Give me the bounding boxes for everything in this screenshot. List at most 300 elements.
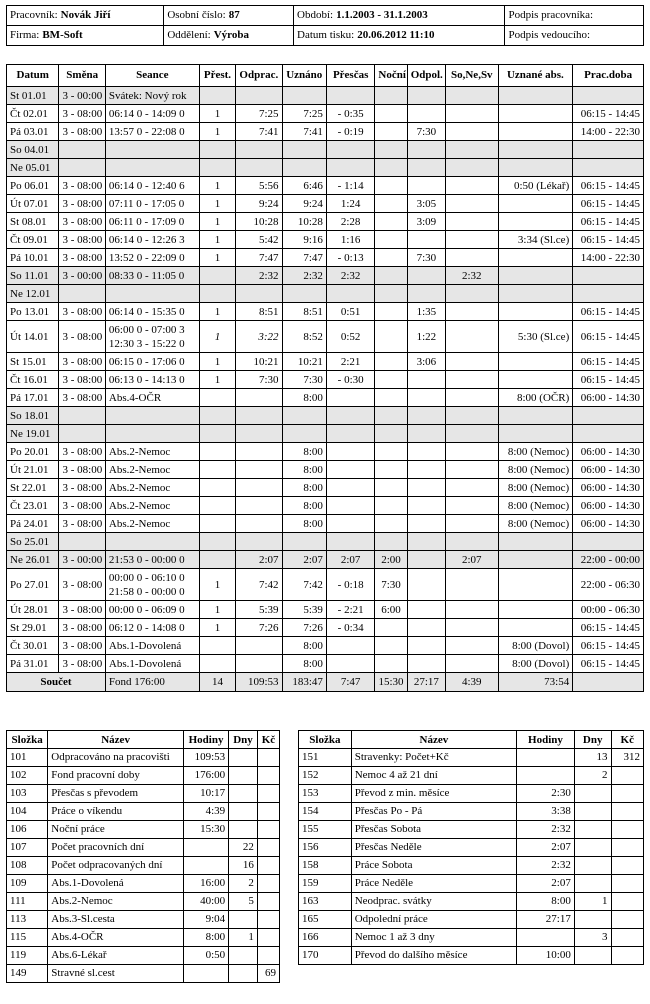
table-row xyxy=(7,461,644,479)
cell-od xyxy=(407,407,445,425)
summary-cell: 2:32 xyxy=(517,821,575,839)
cell-sm: 3 - 08:00 xyxy=(59,515,105,533)
cell-o xyxy=(236,87,282,105)
cell-pd: 22:00 - 06:30 xyxy=(573,569,644,601)
summary-cell: Abs.4-OČR xyxy=(48,929,184,947)
cell-pd: 06:15 - 14:45 xyxy=(573,637,644,655)
summary-cell xyxy=(183,839,228,857)
cell-d: St 08.01 xyxy=(7,213,59,231)
cell-d: Čt 30.01 xyxy=(7,637,59,655)
summary-cell: Abs.1-Dovolená xyxy=(48,875,184,893)
cell-u: 7:42 xyxy=(282,569,326,601)
summary-cell: 163 xyxy=(299,893,352,911)
table-row xyxy=(7,321,644,353)
cell-u: 2:07 xyxy=(282,551,326,569)
sum-pr: 7:47 xyxy=(326,673,374,692)
table-row xyxy=(7,551,644,569)
cell-p xyxy=(199,655,235,673)
cell-od xyxy=(407,619,445,637)
summary-cell: 8:00 xyxy=(517,893,575,911)
summary-cell: 115 xyxy=(7,929,48,947)
summary-cell: 151 xyxy=(299,749,352,767)
cell-sn xyxy=(446,407,498,425)
cell-pd xyxy=(573,533,644,551)
cell-se: 06:13 0 - 14:13 0 xyxy=(105,371,199,389)
cell-od xyxy=(407,461,445,479)
summary-cell xyxy=(574,821,611,839)
cell-pr xyxy=(326,141,374,159)
list-item xyxy=(7,749,280,767)
cell-u: 7:26 xyxy=(282,619,326,637)
cell-o: 7:42 xyxy=(236,569,282,601)
summary-cell: 27:17 xyxy=(517,911,575,929)
summary-cell: Stravné sl.cest xyxy=(48,965,184,983)
cell-se: 07:11 0 - 17:05 0 xyxy=(105,195,199,213)
summary-cell: Nemoc 4 až 21 dní xyxy=(351,767,516,785)
summary-cell: Převod do dalšího měsíce xyxy=(351,947,516,965)
cell-o xyxy=(236,461,282,479)
cell-od xyxy=(407,105,445,123)
summary-cell xyxy=(611,767,643,785)
summary-cell: Práce o víkendu xyxy=(48,803,184,821)
summary-cell xyxy=(611,785,643,803)
cell-sn xyxy=(446,619,498,637)
table-row xyxy=(7,425,644,443)
summary-cell: 2 xyxy=(574,767,611,785)
cell-d: St 29.01 xyxy=(7,619,59,637)
cell-u xyxy=(282,141,326,159)
cell-n xyxy=(375,371,407,389)
cell-pr: 0:52 xyxy=(326,321,374,353)
column-header: Název xyxy=(48,731,184,749)
cell-ua xyxy=(498,533,573,551)
cell-se-line1: 00:00 0 - 06:10 0 xyxy=(108,571,185,584)
summary-cell xyxy=(257,821,279,839)
cell-od xyxy=(407,87,445,105)
cell-ua: 8:00 (Nemoc) xyxy=(498,497,573,515)
cell-n xyxy=(375,515,407,533)
cell-sn xyxy=(446,177,498,195)
table-row xyxy=(7,601,644,619)
summary-cell xyxy=(229,821,258,839)
cell-n xyxy=(375,443,407,461)
header-cell xyxy=(294,26,505,46)
cell-p xyxy=(199,533,235,551)
cell-n xyxy=(375,497,407,515)
cell-pd: 06:15 - 14:45 xyxy=(573,231,644,249)
column-header: Dny xyxy=(229,731,258,749)
cell-pd xyxy=(573,87,644,105)
header-cell xyxy=(505,6,644,26)
cell-u: 8:00 xyxy=(282,461,326,479)
summary-cell: 3 xyxy=(574,929,611,947)
cell-od xyxy=(407,159,445,177)
list-item xyxy=(7,821,280,839)
column-header: Odprac. xyxy=(236,65,282,87)
cell-ua xyxy=(498,159,573,177)
cell-sm: 3 - 08:00 xyxy=(59,321,105,353)
cell-sm: 3 - 08:00 xyxy=(59,231,105,249)
cell-pr xyxy=(326,515,374,533)
cell-od: 1:22 xyxy=(407,321,445,353)
cell-o xyxy=(236,407,282,425)
summary-cell: 106 xyxy=(7,821,48,839)
cell-ua xyxy=(498,569,573,601)
header-label: Osobní číslo: xyxy=(167,9,226,21)
cell-p: 1 xyxy=(199,601,235,619)
cell-p xyxy=(199,425,235,443)
header-cell xyxy=(7,6,164,26)
cell-pd xyxy=(573,407,644,425)
header-value: BM-Soft xyxy=(42,29,83,41)
summary-cell: 108 xyxy=(7,857,48,875)
cell-pd: 06:15 - 14:45 xyxy=(573,655,644,673)
cell-n xyxy=(375,655,407,673)
cell-p xyxy=(199,497,235,515)
cell-ua: 8:00 (Dovol) xyxy=(498,637,573,655)
summary-cell xyxy=(611,803,643,821)
attendance-header-row xyxy=(7,65,644,87)
cell-pr xyxy=(326,407,374,425)
cell-o xyxy=(236,655,282,673)
cell-o: 7:41 xyxy=(236,123,282,141)
cell-od xyxy=(407,389,445,407)
cell-n xyxy=(375,619,407,637)
summary-cell: 5 xyxy=(229,893,258,911)
summary-cell: 22 xyxy=(229,839,258,857)
cell-d: Pá 31.01 xyxy=(7,655,59,673)
cell-p xyxy=(199,285,235,303)
column-header: Kč xyxy=(257,731,279,749)
summary-cell xyxy=(574,857,611,875)
summary-cell: 104 xyxy=(7,803,48,821)
cell-d: Út 07.01 xyxy=(7,195,59,213)
header-label: Období: xyxy=(297,9,334,21)
summary-cell xyxy=(257,911,279,929)
cell-p xyxy=(199,443,235,461)
summary-cell xyxy=(611,929,643,947)
cell-d: Pá 10.01 xyxy=(7,249,59,267)
list-item xyxy=(299,749,644,767)
cell-pd: 06:15 - 14:45 xyxy=(573,619,644,637)
list-item xyxy=(7,857,280,875)
cell-n xyxy=(375,285,407,303)
cell-ua xyxy=(498,213,573,231)
cell-se: 13:57 0 - 22:08 0 xyxy=(105,123,199,141)
header-cell xyxy=(7,26,164,46)
summary-cell: Abs.6-Lékař xyxy=(48,947,184,965)
column-header: Seance xyxy=(105,65,199,87)
cell-n xyxy=(375,159,407,177)
table-row xyxy=(7,177,644,195)
cell-pr: 1:24 xyxy=(326,195,374,213)
cell-sn xyxy=(446,637,498,655)
summary-left-table xyxy=(6,730,280,983)
cell-sm: 3 - 08:00 xyxy=(59,213,105,231)
summary-cell: 176:00 xyxy=(183,767,228,785)
summary-cell: Noční práce xyxy=(48,821,184,839)
cell-u xyxy=(282,407,326,425)
cell-n xyxy=(375,533,407,551)
cell-d: So 18.01 xyxy=(7,407,59,425)
cell-d: Po 27.01 xyxy=(7,569,59,601)
cell-pr xyxy=(326,159,374,177)
summary-cell xyxy=(574,803,611,821)
cell-pr: - 0:13 xyxy=(326,249,374,267)
list-item xyxy=(299,857,644,875)
header-row xyxy=(7,6,644,26)
cell-od: 3:05 xyxy=(407,195,445,213)
cell-sn xyxy=(446,303,498,321)
cell-ua xyxy=(498,371,573,389)
column-header: Přest. xyxy=(199,65,235,87)
summary-cell: 4:39 xyxy=(183,803,228,821)
column-header: Hodiny xyxy=(517,731,575,749)
sum-u: 183:47 xyxy=(282,673,326,692)
cell-sm: 3 - 08:00 xyxy=(59,177,105,195)
cell-sm: 3 - 08:00 xyxy=(59,443,105,461)
summary-cell xyxy=(574,875,611,893)
cell-ua xyxy=(498,285,573,303)
header-value: 87 xyxy=(228,9,240,21)
list-item xyxy=(299,839,644,857)
summary-cell: Neodprac. svátky xyxy=(351,893,516,911)
summary-cell: Fond pracovní doby xyxy=(48,767,184,785)
summary-cell: 2 xyxy=(229,875,258,893)
summary-cell: 101 xyxy=(7,749,48,767)
cell-pd: 14:00 - 22:30 xyxy=(573,123,644,141)
cell-pd: 06:00 - 14:30 xyxy=(573,515,644,533)
table-row xyxy=(7,123,644,141)
cell-o xyxy=(236,515,282,533)
cell-n xyxy=(375,87,407,105)
cell-od xyxy=(407,601,445,619)
cell-p xyxy=(199,551,235,569)
summary-cell: Počet pracovních dní xyxy=(48,839,184,857)
cell-sn xyxy=(446,443,498,461)
column-header: Prac.doba xyxy=(573,65,644,87)
cell-n xyxy=(375,637,407,655)
summary-cell xyxy=(183,857,228,875)
cell-u: 7:41 xyxy=(282,123,326,141)
cell-od: 7:30 xyxy=(407,249,445,267)
cell-n xyxy=(375,141,407,159)
cell-ua: 8:00 (Nemoc) xyxy=(498,443,573,461)
cell-sn xyxy=(446,461,498,479)
cell-o xyxy=(236,141,282,159)
column-header: Přesčas xyxy=(326,65,374,87)
cell-pr: - 0:34 xyxy=(326,619,374,637)
cell-o: 10:21 xyxy=(236,353,282,371)
cell-u: 2:32 xyxy=(282,267,326,285)
cell-se: 06:14 0 - 12:26 3 xyxy=(105,231,199,249)
summary-cell: Práce Neděle xyxy=(351,875,516,893)
cell-pr: 2:07 xyxy=(326,551,374,569)
summary-cell: 158 xyxy=(299,857,352,875)
cell-u: 8:52 xyxy=(282,321,326,353)
list-item xyxy=(7,803,280,821)
cell-ua: 8:00 (Dovol) xyxy=(498,655,573,673)
summary-cell: 111 xyxy=(7,893,48,911)
cell-p xyxy=(199,159,235,177)
summary-cell: 165 xyxy=(299,911,352,929)
cell-n xyxy=(375,389,407,407)
cell-u xyxy=(282,285,326,303)
summary-cell: 109:53 xyxy=(183,749,228,767)
cell-ua: 8:00 (OČR) xyxy=(498,389,573,407)
cell-se xyxy=(105,533,199,551)
cell-d: Čt 02.01 xyxy=(7,105,59,123)
cell-u: 8:00 xyxy=(282,479,326,497)
summary-cell: 2:07 xyxy=(517,875,575,893)
cell-p xyxy=(199,637,235,655)
summary-cell: Práce Sobota xyxy=(351,857,516,875)
summary-cell: 103 xyxy=(7,785,48,803)
header-label: Datum tisku: xyxy=(297,29,355,41)
summary-cell xyxy=(611,947,643,965)
cell-u: 7:47 xyxy=(282,249,326,267)
cell-pd: 06:15 - 14:45 xyxy=(573,353,644,371)
cell-u: 8:00 xyxy=(282,655,326,673)
cell-o xyxy=(236,533,282,551)
list-item xyxy=(299,875,644,893)
cell-d: Út 28.01 xyxy=(7,601,59,619)
summary-cell: Odpracováno na pracovišti xyxy=(48,749,184,767)
list-item xyxy=(7,911,280,929)
cell-pr xyxy=(326,425,374,443)
cell-sm xyxy=(59,285,105,303)
summary-cell xyxy=(574,839,611,857)
cell-pr: 2:32 xyxy=(326,267,374,285)
list-item xyxy=(7,965,280,983)
table-row xyxy=(7,443,644,461)
column-header: So,Ne,Sv xyxy=(446,65,498,87)
cell-pd: 06:15 - 14:45 xyxy=(573,105,644,123)
column-header: Kč xyxy=(611,731,643,749)
list-item xyxy=(299,785,644,803)
list-item xyxy=(299,803,644,821)
summary-cell: 16:00 xyxy=(183,875,228,893)
cell-ua xyxy=(498,123,573,141)
table-row xyxy=(7,515,644,533)
summary-cell xyxy=(257,839,279,857)
summary-cell: 10:17 xyxy=(183,785,228,803)
summary-cell xyxy=(257,803,279,821)
cell-d: St 22.01 xyxy=(7,479,59,497)
cell-p xyxy=(199,141,235,159)
sum-n: 15:30 xyxy=(375,673,407,692)
cell-se: Abs.2-Nemoc xyxy=(105,443,199,461)
cell-od xyxy=(407,655,445,673)
cell-ua: 8:00 (Nemoc) xyxy=(498,461,573,479)
cell-d: Ne 26.01 xyxy=(7,551,59,569)
cell-pd: 06:15 - 14:45 xyxy=(573,195,644,213)
cell-n xyxy=(375,407,407,425)
list-item xyxy=(299,929,644,947)
header-label: Pracovník: xyxy=(10,9,58,21)
cell-se-line1: 06:00 0 - 07:00 3 xyxy=(108,323,185,336)
cell-sm: 3 - 08:00 xyxy=(59,601,105,619)
cell-ua: 8:00 (Nemoc) xyxy=(498,479,573,497)
cell-p: 1 xyxy=(199,231,235,249)
table-row xyxy=(7,407,644,425)
cell-p xyxy=(199,407,235,425)
summary-cell xyxy=(257,857,279,875)
summary-cell xyxy=(517,749,575,767)
cell-se: Abs.2-Nemoc xyxy=(105,479,199,497)
cell-d: Čt 16.01 xyxy=(7,371,59,389)
cell-u: 9:24 xyxy=(282,195,326,213)
header-value: 20.06.2012 11:10 xyxy=(357,29,435,41)
summary-cell xyxy=(611,893,643,911)
cell-se xyxy=(105,159,199,177)
header-row xyxy=(7,26,644,46)
cell-sn xyxy=(446,655,498,673)
cell-n xyxy=(375,321,407,353)
summary-cell: 149 xyxy=(7,965,48,983)
cell-d: So 04.01 xyxy=(7,141,59,159)
cell-p xyxy=(199,389,235,407)
cell-od xyxy=(407,497,445,515)
cell-ua xyxy=(498,601,573,619)
cell-o: 9:24 xyxy=(236,195,282,213)
summary-cell xyxy=(611,857,643,875)
cell-se-line2: 21:58 0 - 00:00 0 xyxy=(108,585,185,598)
list-item xyxy=(7,893,280,911)
cell-pr xyxy=(326,443,374,461)
cell-p: 1 xyxy=(199,321,235,353)
summary-cell xyxy=(257,767,279,785)
cell-ua xyxy=(498,249,573,267)
cell-od xyxy=(407,479,445,497)
cell-n xyxy=(375,249,407,267)
table-row xyxy=(7,303,644,321)
cell-pd xyxy=(573,267,644,285)
sum-od: 27:17 xyxy=(407,673,445,692)
summary-cell: 1 xyxy=(574,893,611,911)
cell-pd xyxy=(573,159,644,177)
table-row xyxy=(7,213,644,231)
summary-cell: Převod z min. měsíce xyxy=(351,785,516,803)
cell-sm xyxy=(59,141,105,159)
table-row xyxy=(7,619,644,637)
cell-pd: 06:15 - 14:45 xyxy=(573,371,644,389)
summary-cell: Přesčas Neděle xyxy=(351,839,516,857)
cell-pr: - 0:30 xyxy=(326,371,374,389)
cell-od: 3:09 xyxy=(407,213,445,231)
cell-pd: 06:00 - 14:30 xyxy=(573,497,644,515)
cell-sn xyxy=(446,497,498,515)
list-item xyxy=(299,911,644,929)
cell-pd: 06:00 - 14:30 xyxy=(573,389,644,407)
cell-sm: 3 - 08:00 xyxy=(59,497,105,515)
summary-cell xyxy=(229,749,258,767)
table-row xyxy=(7,267,644,285)
cell-n xyxy=(375,123,407,141)
column-header: Noční xyxy=(375,65,407,87)
summary-cell: Počet odpracovaných dní xyxy=(48,857,184,875)
cell-sn xyxy=(446,231,498,249)
summary-right-table xyxy=(298,730,644,965)
cell-u: 7:30 xyxy=(282,371,326,389)
cell-pr xyxy=(326,637,374,655)
cell-ua xyxy=(498,267,573,285)
cell-ua xyxy=(498,551,573,569)
summary-cell: 119 xyxy=(7,947,48,965)
cell-sn xyxy=(446,371,498,389)
column-header: Odpol. xyxy=(407,65,445,87)
cell-u: 10:21 xyxy=(282,353,326,371)
